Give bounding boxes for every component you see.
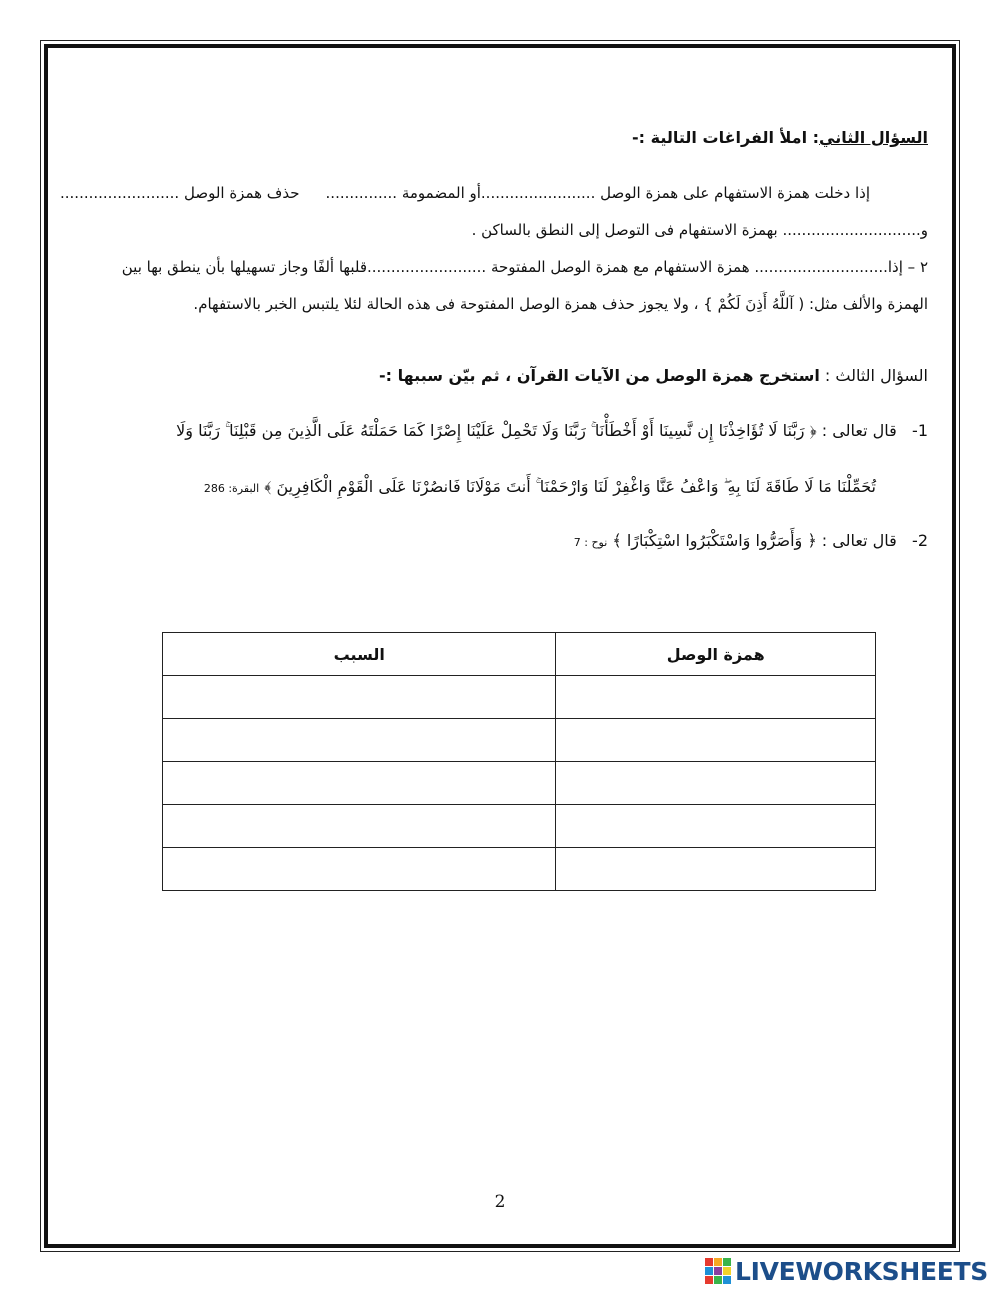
reason-cell[interactable] [163,805,556,848]
answer-table [162,632,876,891]
reason-cell[interactable] [163,676,556,719]
header-hamza: همزة الوصل [556,633,876,676]
table-row [163,676,876,719]
reason-cell[interactable] [163,762,556,805]
logo-square [723,1258,731,1266]
question2-heading-rest: : املأ الفراغات التالية :- [632,128,820,147]
question2-heading-underlined: السؤال الثاني [819,128,928,147]
question2-line3: ٢ – إذا............................ همزة الاستفهام مع همزة الوصل المفتوحة .........................قلبها ألفًا وجاز تسهيلها بأن ينطق بها بين [121,258,928,276]
hamza-cell[interactable] [556,762,876,805]
answer-table-header [163,633,876,676]
question2-heading [632,128,928,147]
verse1-text-line2: تُحَمِّلْنَا مَا لَا طَاقَةَ لَنَا بِهِ ۖ وَاعْفُ عَنَّا وَاغْفِرْ لَنَا وَارْحَمْنَا ۚ أَنتَ مَوْلَانَا فَانصُرْنَا عَلَى الْقَوْمِ الْكَافِرِينَ ﴾ [264,477,876,496]
verse1-line2 [204,476,876,500]
logo-square [705,1267,713,1275]
logo-square [723,1276,731,1284]
question3-heading [379,366,928,385]
verse2-text: قال تعالى : ﴿ وَأَصَرُّوا وَاسْتَكْبَرُوا اسْتِكْبَارًا ﴾ [612,531,897,550]
question2-line1-end: حذف همزة الوصل ......................... [60,184,300,202]
verse2-reference: نوح : 7 [573,536,608,549]
reason-cell[interactable] [163,848,556,891]
table-row [163,848,876,891]
hamza-cell[interactable] [556,848,876,891]
table-row [163,762,876,805]
verse1-text-line1: قال تعالى : ﴿ رَبَّنَا لَا تُؤَاخِذْنَا إِن نَّسِينَا أَوْ أَخْطَأْنَا ۚ رَبَّنَا وَلَا تَحْمِلْ عَلَيْنَا إِصْرًا كَمَا حَمَلْتَهُ عَلَى الَّذِينَ مِن قَبْلِنَا ۚ رَبَّنَا وَلَا [176,421,897,440]
verse1-reference: البقرة: 286 [203,482,260,495]
question3-heading-label: السؤال الثالث : [819,366,928,385]
logo-square [714,1258,722,1266]
liveworksheets-wordmark: LIVEWORKSHEETS [734,1256,988,1286]
table-row [163,719,876,762]
liveworksheets-icon [705,1258,731,1284]
header-reason: السبب [163,633,556,676]
verse1-line1 [176,420,928,442]
hamza-cell[interactable] [556,805,876,848]
verse2-line [574,530,928,554]
table-row [163,805,876,848]
verse1-number: 1- [912,421,928,440]
hamza-cell[interactable] [556,719,876,762]
liveworksheets-logo[interactable] [705,1256,988,1286]
page-number: 2 [494,1192,506,1212]
verse2-number: 2- [912,531,928,550]
logo-square [705,1258,713,1266]
logo-square [714,1267,722,1275]
logo-square [714,1276,722,1284]
question2-line2: و............................. بهمزة الاستفهام فى التوصل إلى النطق بالساكن . [471,221,928,239]
question3-heading-bold: استخرج همزة الوصل من الآيات القرآن ، ثم بيّن سببها :- [378,366,820,385]
question2-line1: إذا دخلت همزة الاستفهام على همزة الوصل ........................أو المضمومة ............... [325,184,870,202]
question2-line4: الهمزة والألف مثل: ( آللَّهُ أَذِنَ لَكُمْ } ، ولا يجوز حذف همزة الوصل المفتوحة فى هذه الحالة لئلا يلتبس الخبر بالاستفهام. [193,295,928,313]
hamza-cell[interactable] [556,676,876,719]
logo-square [705,1276,713,1284]
reason-cell[interactable] [163,719,556,762]
logo-square [723,1267,731,1275]
